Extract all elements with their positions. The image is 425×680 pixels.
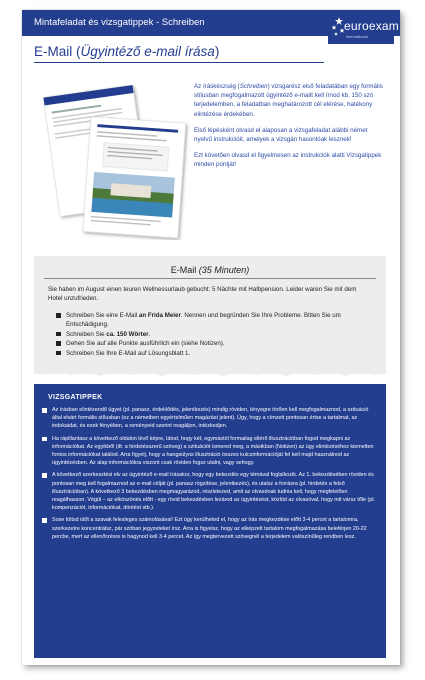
task-item-text-end: . Nennen und begründen Sie Ihre Probleme. Bitten Sie um Entschädigung. bbox=[66, 312, 341, 328]
title-italic: Ügyintéző e-mail írása bbox=[80, 44, 215, 59]
task-item-bold: an Frida Meier bbox=[138, 312, 181, 319]
bullet-square-icon bbox=[42, 518, 47, 523]
tip-text: A következő szerkesztési elv az ügyintéző e-mail írásakor, hogy egy bekezdés egy témával foglalkozik. Az 1. bekezdésében röviden és pontosan meg kell fogalmaznod az e-mail célját (pl. panasz rögzítése, jelentkezés), és utalsz a forrásra (pl. hirdetés a felső illusztrációban). A következő 3 bekezdésben megmagyarázod, részletezed, amit az olvasónak tudnia kell, hogy megfelelően reagálhasson. Végül – az elköszönés előtt - egy rövid bekezdésben lezárod az ügyintézést, közlöd az olvasóval, hogy mit vársz tőle (pl. kompenzációt, információkat, döntést stb.). bbox=[52, 472, 376, 512]
bullet-square-icon bbox=[56, 351, 61, 356]
task-divider bbox=[44, 278, 376, 279]
intro-paragraph-2: Első lépésként olvasd el alaposan a vizsgafeladat alábbi német nyelvű instrukcióit, amelyek a vizsgán hasonlóak lesznek! bbox=[194, 126, 368, 144]
task-item-text: Gehen Sie auf alle Punkte ausführlich ein (siehe Notizen). bbox=[66, 340, 225, 347]
bullet-square-icon bbox=[56, 313, 61, 318]
task-item-text: Schreiben Sie bbox=[66, 330, 107, 338]
tips-title: VIZSGATIPPEK bbox=[48, 394, 103, 401]
tip-text: Sose töltsd időt a szavak felesleges számolásával! Ezt úgy kerülheted el, hogy az írás megkezdése előtt 3-4 percet a tartalomra, szerkezetre koncentrálsz, pár szóban jegyzeteket írsz. Arra is figyelsz, hogy az elképzelt tartalom megfogalmazása beleférjen 20-22 percbe, mert az ellenőrzésre is hagynod kell 3-4 percet. Az így megtervezett szövegnél a terjedelem valószínűleg rendben lesz. bbox=[52, 517, 367, 540]
page-title bbox=[34, 44, 219, 59]
task-item-text: Schreiben Sie Ihre E-Mail auf Lösungsblatt 1. bbox=[66, 349, 191, 357]
list-item bbox=[42, 406, 378, 431]
bullet-square-icon bbox=[42, 408, 47, 413]
task-title-time: (35 Minuten) bbox=[198, 265, 250, 275]
logo-subtext: international bbox=[346, 34, 368, 39]
task-instructions bbox=[56, 311, 366, 358]
bullet-square-icon bbox=[42, 473, 47, 478]
list-item bbox=[56, 349, 366, 358]
bullet-square-icon bbox=[42, 437, 47, 442]
tips-list bbox=[42, 406, 378, 545]
title-main: E-Mail ( bbox=[34, 44, 81, 59]
list-item bbox=[56, 330, 366, 339]
exam-tips-box bbox=[34, 384, 386, 658]
intro-p1-italic: Schreiben bbox=[239, 83, 268, 90]
bullet-square-icon bbox=[56, 332, 61, 337]
tip-text: Ha rápillantasz a következő oldalon lévő képre, látod, hogy két, egymástól formailag eltérő illusztrációban fogod megkapni az információkat. Az egyikből (itt: a hirdetésszerű szöveg) a szituációt ismered meg, a másikban (Notizen) az ügy elintézéséhez kiemelten fontos információkat találod. Arra figyelj, hogy a hangsúlyos illusztráció összes kulcsinformációját fel kell majd használnod az ügyintézésben. Az alap információkra viszont csak röviden fogsz utalni, vagy sehogy. bbox=[52, 435, 374, 467]
logo-text: euroexam bbox=[344, 19, 399, 33]
task-item-bold: ca. 150 Wörter bbox=[106, 330, 149, 338]
intro-paragraph-3: Ezt követően olvasd el figyelmesen az instrukciók alatti Vizsgatippek minden pontját! bbox=[194, 152, 382, 169]
document-page bbox=[22, 10, 400, 665]
list-item bbox=[42, 471, 378, 512]
list-item bbox=[56, 311, 366, 329]
task-title bbox=[34, 265, 386, 275]
intro-p1-start: Az íráskészség ( bbox=[194, 83, 240, 90]
task-description: Sie haben im August einen teuren Wellnessurlaub gebucht: 5 Nächte mit Halbpension. Leider waren Sie mit dem Hotel unzufrieden. bbox=[48, 286, 357, 302]
title-close: ) bbox=[214, 44, 220, 59]
tip-text: Az írásban elintézendő ügyet (pl. panasz, érdeklődés, jelentkezés) mindig röviden, lényegre törően kell megfogalmaznod, a szituáció által elvárt formális stílusban (ez a németben egyértelműen magázást jelent). Úgy, hogy a címzett pontosan értse a tartalmat, az indokaidat, és ezek fényében, a reményeid szerint reagáljon, intézkedjen. bbox=[52, 407, 369, 430]
task-box bbox=[34, 256, 386, 374]
bullet-square-icon bbox=[56, 341, 61, 346]
intro-p1-end: ) vizsgarész első feladatában egy formális stílusban megfogalmazott ügyintéző e-mailt kell írnod kb. 150 szó terjedelemben, a feladatban meghatározott cél elérése, hatékony elintézése érdekében. bbox=[194, 83, 383, 118]
list-item bbox=[42, 516, 378, 541]
exam-sheet-illustration bbox=[42, 85, 197, 240]
euroexam-logo bbox=[328, 14, 399, 44]
task-title-main: E-Mail bbox=[170, 265, 199, 275]
intro-text bbox=[194, 82, 384, 177]
task-item-text: Schreiben Sie eine E-Mail bbox=[66, 312, 139, 319]
list-item bbox=[42, 435, 378, 468]
intro-paragraph-1 bbox=[194, 82, 384, 119]
torn-paper-edge bbox=[34, 366, 386, 380]
title-underline bbox=[34, 62, 324, 63]
task-item-text-end: . bbox=[148, 330, 151, 338]
header-title: Mintafeladat és vizsgatippek - Schreiben bbox=[34, 17, 205, 28]
list-item bbox=[56, 339, 366, 348]
